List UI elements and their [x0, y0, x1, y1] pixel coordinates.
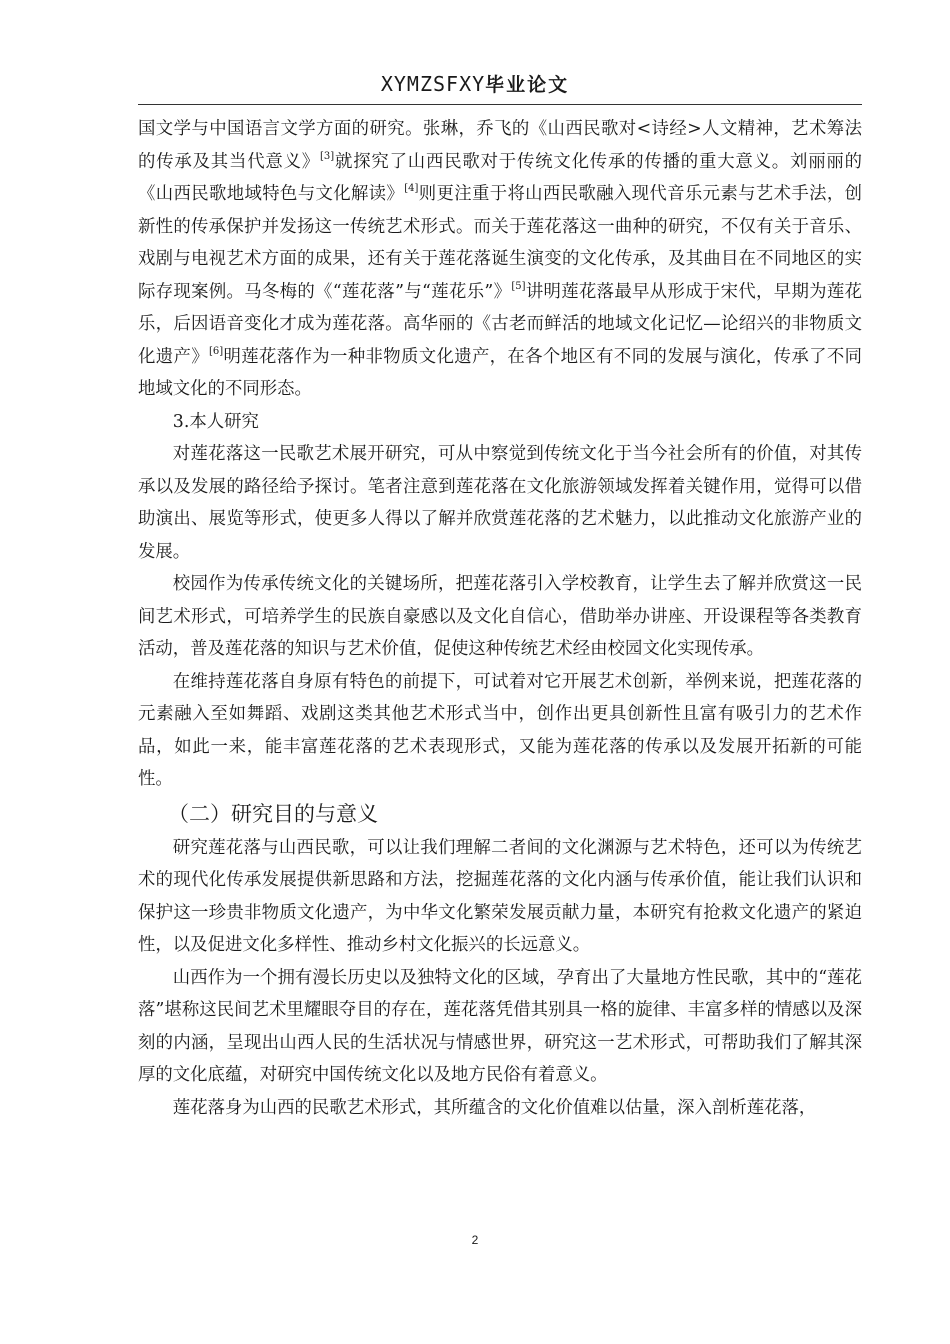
paragraph-text: 明莲花落作为一种非物质文化遗产，在各个地区有不同的发展与演化，传承了不同地域文化的不同形态。 [138, 346, 862, 399]
paragraph-text: 就探究了山西民歌对于传统文化传承的传播的重大意义。刘丽丽的《山西民歌地域特色与文化解读》 [138, 151, 862, 204]
header-code: XYMZSFXY [380, 72, 486, 96]
paragraph-artistic-innovation: 在维持莲花落自身原有特色的前提下，可试着对它开展艺术创新，举例来说，把莲花落的元素融入至如舞蹈、戏剧这类其他艺术形式当中，创作出更具创新性且富有吸引力的艺术作品，如此一来，能丰富莲花落的艺术表现形式，又能为莲花落的传承以及发展开拓新的可能性。 [138, 671, 862, 789]
document-body [138, 113, 862, 1124]
paragraph-cultural-value: 莲花落身为山西的民歌艺术形式，其所蕴含的文化价值难以估量，深入剖析莲花落， [172, 1097, 817, 1118]
paragraph-text: 讲明莲花落最早从形成于宋代，早期为莲花乐，后因语音变化才成为莲花落。高华丽的《古老而鲜活的地域文化记忆—论绍兴的非物质文化遗产》 [138, 281, 862, 367]
page-header [0, 70, 950, 97]
paragraph-text: 则更注重于将山西民歌融入现代音乐元素与艺术手法，创新性的传承保护并发扬这一传统艺术形式。而关于莲花落这一曲种的研究，不仅有关于音乐、戏剧与电视艺术方面的成果，还有关于莲花落诞生演变的文化传承，及其曲目在不同地区的实际存现案例。马冬梅的《“莲花落”与“莲花乐”》 [138, 184, 862, 302]
section-heading-purpose: （二）研究目的与意义 [168, 801, 378, 826]
paragraph-literature-review [138, 113, 862, 406]
citation-ref: [4] [404, 183, 419, 194]
page-number: 2 [471, 1233, 479, 1247]
subheading-own-research: 3.本人研究 [172, 411, 259, 432]
paragraph-purpose: 研究莲花落与山西民歌，可以让我们理解二者间的文化渊源与艺术特色，还可以为传统艺术的现代化传承发展提供新思路和方法，挖掘莲花落的文化内涵与传承价值，能让我们认识和保护这一珍贵非物质文化遗产，为中华文化繁荣发展贡献力量，本研究有抢救文化遗产的紧迫性，以及促进文化多样性、推动乡村文化振兴的长远意义。 [138, 837, 862, 955]
citation-ref: [5] [511, 280, 526, 292]
citation-ref: [6] [208, 345, 224, 357]
paragraph-shanxi-context: 山西作为一个拥有漫长历史以及独特文化的区域，孕育出了大量地方性民歌，其中的“莲花落”堪称这民间艺术里耀眼夺目的存在，莲花落凭借其别具一格的旋律、丰富多样的情感以及深刻的内涵，呈现出山西人民的生活状况与情感世界，研究这一艺术形式，可帮助我们了解其深厚的文化底蕴，对研究中国传统文化以及地方民俗有着意义。 [138, 967, 862, 1085]
paragraph-research-value: 对莲花落这一民歌艺术展开研究，可从中察觉到传统文化于当今社会所有的价值，对其传承以及发展的路径给予探讨。笔者注意到莲花落在文化旅游领域发挥着关键作用，觉得可以借助演出、展览等形式，使更多人得以了解并欣赏莲花落的艺术魅力，以此推动文化旅游产业的发展。 [138, 444, 862, 562]
citation-ref: [3] [320, 150, 335, 162]
header-divider [138, 104, 862, 105]
header-label: 毕业论文 [485, 74, 570, 96]
paragraph-text: 国文学与中国语言文学方面的研究。张琳，乔飞的《山西民歌对<诗经>人文精神，艺术筹法的传承及其当代意义》 [138, 119, 862, 172]
paragraph-campus-education: 校园作为传承传统文化的关键场所，把莲花落引入学校教育，让学生去了解并欣赏这一民间艺术形式，可培养学生的民族自豪感以及文化自信心，借助举办讲座、开设课程等各类教育活动，普及莲花落的知识与艺术价值，促使这种传统艺术经由校园文化实现传承。 [138, 574, 862, 659]
